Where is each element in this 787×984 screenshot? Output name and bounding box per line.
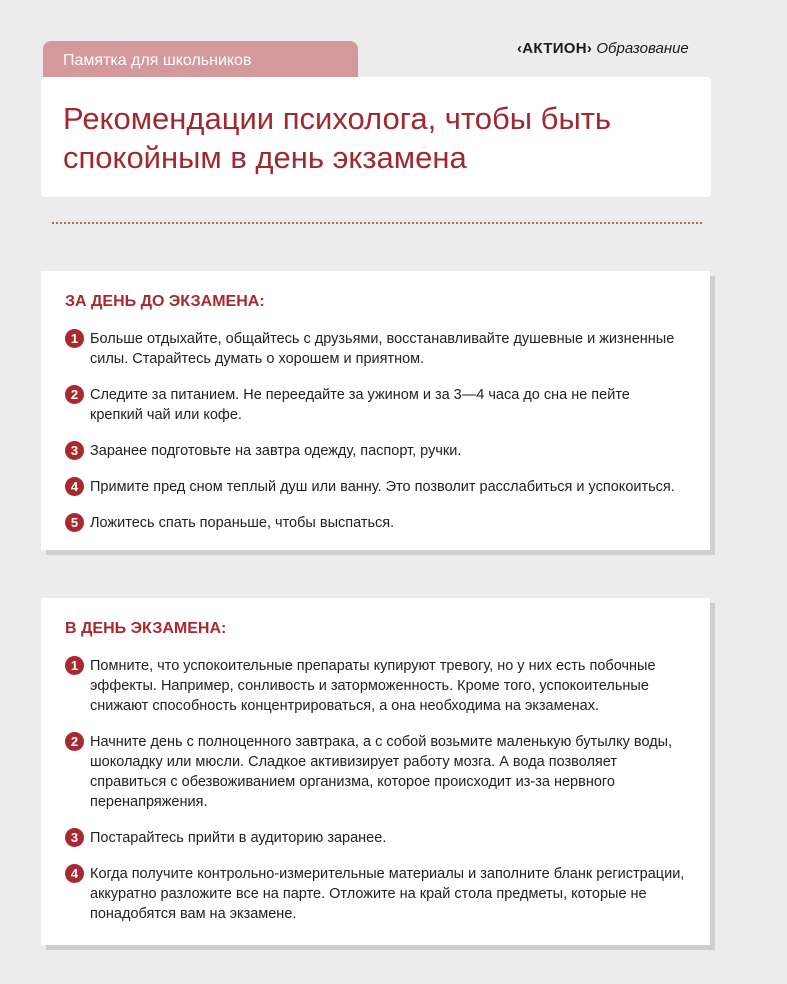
list-item-text: Следите за питанием. Не переедайте за ужином и за 3—4 часа до сна не пейте крепкий чай или кофе.: [90, 387, 630, 423]
list-item: [65, 656, 686, 716]
number-badge: 3: [65, 828, 84, 847]
list-item: [65, 732, 686, 812]
list-item: [65, 828, 686, 848]
list-item-text: Больше отдыхайте, общайтесь с друзьями, восстанавливайте душевные и жизненные силы. Старайтесь думать о хорошем и приятном.: [90, 331, 675, 367]
number-badge: 3: [65, 441, 84, 460]
list-item-text: Когда получите контрольно-измерительные материалы и заполните бланк регистрации, аккуратно разложите все на парте. Отложите на край стола предметы, которые не понадобятся вам на экзамене.: [90, 866, 685, 922]
list-item: [65, 385, 686, 425]
section-exam-day: [41, 598, 710, 945]
memo-tab: [43, 41, 358, 81]
list-item: [65, 477, 686, 497]
list-item: [65, 513, 686, 533]
brand-logo: [517, 40, 689, 57]
brand-suffix: Образование: [592, 40, 689, 57]
page-title: Рекомендации психолога, чтобы быть спокойным в день экзамена: [63, 101, 612, 175]
list-item-text: Помните, что успокоительные препараты купируют тревогу, но у них есть побочные эффекты. Например, сонливость и заторможенность. Кроме того, успокоительные снижают способность концентрироваться, а она необходима на экзаменах.: [90, 658, 656, 714]
number-badge: 2: [65, 385, 84, 404]
list-item-text: Начните день с полноценного завтрака, а с собой возьмите маленькую бутылку воды, шоколадку или мюсли. Сладкое активизирует работу мозга. А вода позволяет справиться с обезвоживанием организма, которое происходит из-за нервного перенапряжения.: [90, 734, 673, 810]
number-badge: 4: [65, 477, 84, 496]
list-item-text: Заранее подготовьте на завтра одежду, паспорт, ручки.: [90, 443, 462, 459]
brand-name: ‹АКТИОН›: [517, 40, 593, 57]
list-item: [65, 864, 686, 924]
list-item: [65, 441, 686, 461]
section-title: В ДЕНЬ ЭКЗАМЕНА:: [65, 620, 227, 637]
number-badge: 4: [65, 864, 84, 883]
list-item-text: Примите пред сном теплый душ или ванну. Это позволит расслабиться и успокоиться.: [90, 479, 675, 495]
section-day-before: [41, 271, 710, 550]
list-item: [65, 329, 686, 369]
memo-tab-label: Памятка для школьников: [63, 52, 252, 69]
title-card: [41, 77, 711, 197]
number-badge: 5: [65, 513, 84, 532]
number-badge: 1: [65, 329, 84, 348]
list-item-text: Ложитесь спать пораньше, чтобы выспаться.: [90, 515, 395, 531]
number-badge: 1: [65, 656, 84, 675]
dotted-divider: [52, 222, 702, 224]
section-title: ЗА ДЕНЬ ДО ЭКЗАМЕНА:: [65, 293, 265, 310]
list-item-text: Постарайтесь прийти в аудиторию заранее.: [90, 830, 387, 846]
number-badge: 2: [65, 732, 84, 751]
